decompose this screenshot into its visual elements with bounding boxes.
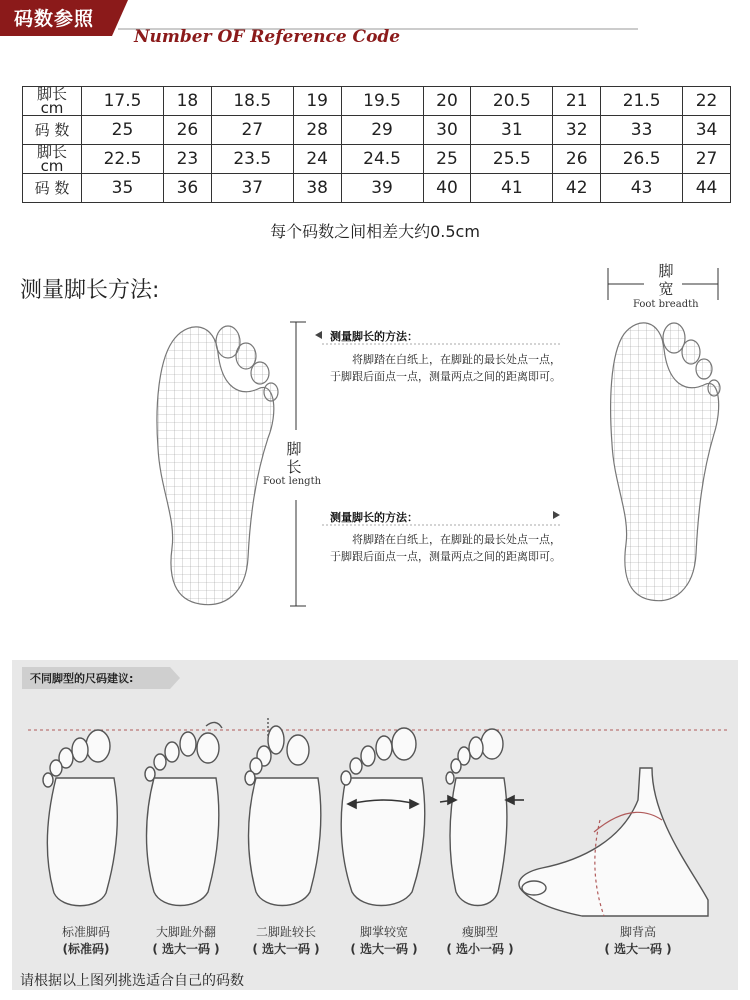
foot-breadth-char-2: 宽 xyxy=(658,280,674,298)
foot-length-en: Foot length xyxy=(263,476,322,487)
foot-standard-illustration xyxy=(36,718,136,914)
size-cell: 26 xyxy=(164,116,212,145)
size-cell: 35 xyxy=(82,174,164,203)
foot-type-advice: (标准码) xyxy=(62,942,110,956)
foot-type-label xyxy=(138,924,234,958)
size-cell: 27 xyxy=(211,116,293,145)
size-cell: 26 xyxy=(553,145,601,174)
size-cell: 30 xyxy=(423,116,471,145)
annotation-1-rule xyxy=(322,343,562,345)
size-cell: 43 xyxy=(601,174,683,203)
row-label-unit: cm xyxy=(40,157,64,175)
arrow-left-icon xyxy=(314,330,324,340)
row-label-top: 脚长 xyxy=(36,85,67,103)
foot-type-name: 标准脚码 xyxy=(61,925,110,939)
size-cell: 39 xyxy=(341,174,423,203)
size-cell: 26.5 xyxy=(601,145,683,174)
measure-title: 测量脚长方法: xyxy=(20,278,160,303)
size-cell: 42 xyxy=(553,174,601,203)
advice-footer: 请根据以上图列挑选适合自己的码数 xyxy=(20,973,244,989)
annotation-1-title: 测量脚长的方法： xyxy=(330,330,418,343)
size-cell: 27 xyxy=(683,145,731,174)
size-cell: 19 xyxy=(293,87,341,116)
row-label-top: 码 数 xyxy=(34,179,70,197)
size-cell: 34 xyxy=(683,116,731,145)
foot-breadth-label xyxy=(654,262,678,298)
foot-type-name: 瘦脚型 xyxy=(461,925,498,939)
size-cell: 18 xyxy=(164,87,212,116)
foot-type-name: 脚掌较宽 xyxy=(359,925,408,939)
annotation-2-body: 将脚踏在白纸上，在脚趾的最长处点一点，于脚跟后面点一点，测量两点之间的距离即可。 xyxy=(330,533,561,563)
size-cell: 22 xyxy=(683,87,731,116)
row-label xyxy=(23,116,82,145)
size-cell: 20 xyxy=(423,87,471,116)
row-label xyxy=(23,145,82,174)
size-cell: 28 xyxy=(293,116,341,145)
size-table-row xyxy=(23,116,731,145)
foot-type-label xyxy=(238,924,334,958)
foot-type-advice: ( 选大一码 ) xyxy=(604,942,672,956)
size-cell: 23 xyxy=(164,145,212,174)
foot-type-label xyxy=(590,924,686,958)
size-cell: 37 xyxy=(211,174,293,203)
foot-bunion-illustration xyxy=(136,716,236,914)
row-label-top: 脚长 xyxy=(36,143,67,161)
size-cell: 20.5 xyxy=(471,87,553,116)
foot-breadth-en: Foot breadth xyxy=(633,299,699,310)
foot-length-char-2: 长 xyxy=(286,458,302,476)
foot-type-advice: ( 选小一码 ) xyxy=(446,942,514,956)
size-table-row xyxy=(23,145,731,174)
size-table xyxy=(22,86,731,203)
size-cell: 17.5 xyxy=(82,87,164,116)
size-cell: 31 xyxy=(471,116,553,145)
size-cell: 36 xyxy=(164,174,212,203)
foot-type-label xyxy=(336,924,432,958)
foot-breadth-char-1: 脚 xyxy=(658,262,674,280)
foot-wide-illustration xyxy=(336,716,436,914)
row-label xyxy=(23,174,82,203)
size-cell: 18.5 xyxy=(211,87,293,116)
size-cell: 38 xyxy=(293,174,341,203)
size-cell: 24 xyxy=(293,145,341,174)
foot-type-advice: ( 选大一码 ) xyxy=(152,942,220,956)
foot-type-label xyxy=(38,924,134,958)
foot-type-label xyxy=(432,924,528,958)
foot-long-second-toe-illustration xyxy=(238,716,338,914)
foot-sole-illustration xyxy=(150,318,280,610)
row-label xyxy=(23,87,82,116)
size-cell: 32 xyxy=(553,116,601,145)
foot-type-advice: ( 选大一码 ) xyxy=(252,942,320,956)
size-cell: 25 xyxy=(82,116,164,145)
row-label-top: 码 数 xyxy=(34,121,70,139)
size-cell: 21.5 xyxy=(601,87,683,116)
size-cell: 23.5 xyxy=(211,145,293,174)
size-cell: 33 xyxy=(601,116,683,145)
size-note: 每个码数之间相差大约0.5cm xyxy=(270,222,480,241)
panel-tag-text: 不同脚型的尺码建议: xyxy=(30,672,134,685)
size-cell: 25.5 xyxy=(471,145,553,174)
size-cell: 25 xyxy=(423,145,471,174)
annotation-2-rule xyxy=(322,524,562,526)
annotation-1-body: 将脚踏在白纸上，在脚趾的最长处点一点，于脚跟后面点一点，测量两点之间的距离即可。 xyxy=(330,353,561,383)
foot-type-name: 大脚趾外翻 xyxy=(155,925,216,939)
size-cell: 41 xyxy=(471,174,553,203)
header-title: 码数参照 xyxy=(14,8,95,30)
foot-type-name: 脚背高 xyxy=(619,925,656,939)
foot-length-char-1: 脚 xyxy=(286,440,302,458)
size-cell: 21 xyxy=(553,87,601,116)
size-cell: 40 xyxy=(423,174,471,203)
foot-breadth-illustration xyxy=(606,314,724,606)
size-cell: 44 xyxy=(683,174,731,203)
foot-type-name: 二脚趾较长 xyxy=(255,925,316,939)
size-cell: 29 xyxy=(341,116,423,145)
foot-type-advice: ( 选大一码 ) xyxy=(350,942,418,956)
header-subtitle: Number OF Reference Code xyxy=(134,27,401,47)
size-table-row xyxy=(23,174,731,203)
annotation-2-title: 测量脚长的方法： xyxy=(330,511,418,524)
size-cell: 22.5 xyxy=(82,145,164,174)
size-cell: 24.5 xyxy=(341,145,423,174)
foot-high-instep-illustration xyxy=(512,760,722,920)
size-table-row xyxy=(23,87,731,116)
foot-length-label xyxy=(284,440,304,476)
arrow-right-icon xyxy=(552,510,562,520)
row-label-unit: cm xyxy=(40,99,64,117)
size-cell: 19.5 xyxy=(341,87,423,116)
